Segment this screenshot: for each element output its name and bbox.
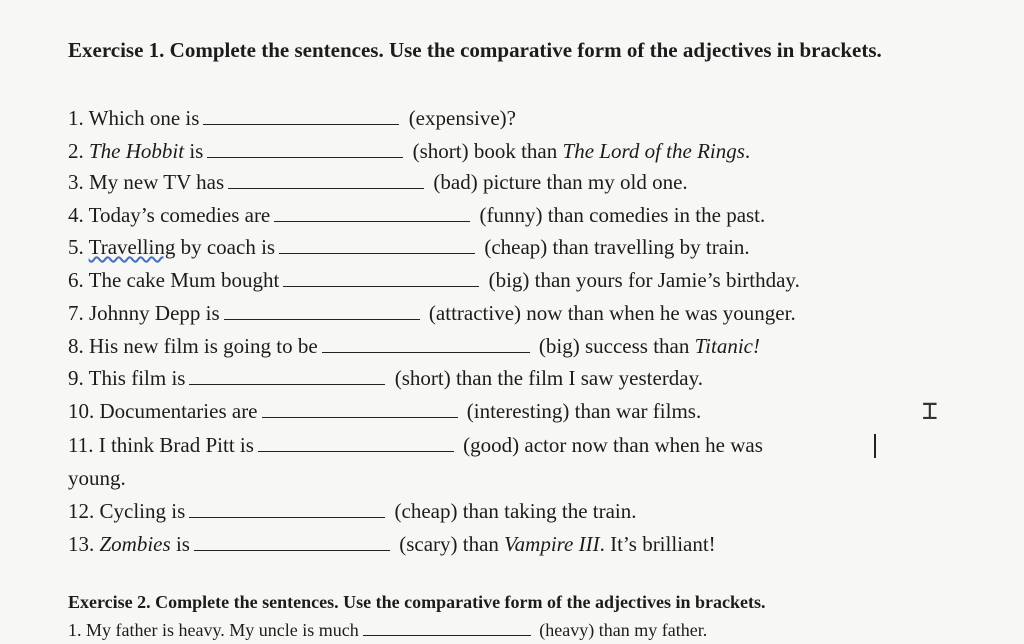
item-text-before: Which one is	[88, 106, 200, 130]
item-text-after: (short) book than	[412, 139, 563, 163]
text-insertion-caret	[874, 434, 876, 458]
item-text-before: is	[170, 532, 190, 556]
answer-blank[interactable]	[363, 620, 531, 636]
item-text-before: Johnny Depp is	[89, 301, 220, 325]
item-number: 11.	[68, 433, 94, 457]
text-cursor-icon: ⌶	[922, 396, 938, 426]
item-text-before: Today’s comedies are	[88, 203, 271, 227]
item-book-title: The Lord of the Rings	[562, 139, 745, 163]
item-text-before: The cake Mum bought	[88, 268, 280, 292]
item-text-after: (scary) than	[399, 532, 505, 556]
answer-blank[interactable]	[189, 366, 385, 385]
answer-blank[interactable]	[258, 433, 454, 452]
exercise-1-item-13	[68, 530, 716, 558]
item-number: 13.	[68, 532, 95, 556]
item-text-after: (short) than the film I saw yesterday.	[394, 366, 704, 390]
exercise-1-item-8	[68, 332, 760, 360]
answer-blank[interactable]	[274, 203, 470, 222]
item-text-before: My father is heavy. My uncle is much	[86, 620, 359, 640]
exercise-1-item-2	[68, 137, 750, 165]
item-text-after: (big) success than	[538, 334, 695, 358]
exercise-2-item-1	[68, 617, 707, 643]
exercise-1-item-7	[68, 299, 796, 327]
item-text-before: This film is	[88, 366, 186, 390]
exercise-1-title: Exercise 1. Complete the sentences. Use the comparative form of the adjectives in brackets.	[68, 38, 882, 62]
item-text-end: . It’s brilliant!	[599, 532, 716, 556]
exercise-1-item-12	[68, 497, 637, 525]
item-text-after: (good) actor now than when he was	[463, 433, 763, 457]
item-text-after: (expensive)?	[408, 106, 516, 130]
exercise-1-item-5	[68, 233, 750, 261]
item-text-end: .	[744, 139, 751, 163]
item-number: 10.	[68, 399, 95, 423]
answer-blank[interactable]	[189, 499, 385, 518]
item-text-before: Documentaries are	[99, 399, 258, 423]
item-number: 2.	[68, 139, 84, 163]
item-number: 8.	[68, 334, 84, 358]
item-text-before: is	[184, 139, 204, 163]
item-number: 5.	[68, 235, 84, 259]
answer-blank[interactable]	[194, 532, 390, 551]
exercise-1-item-1	[68, 104, 516, 132]
answer-blank[interactable]	[283, 268, 479, 287]
spellcheck-word: Travelling	[88, 235, 176, 259]
item-text-before: by coach is	[175, 235, 276, 259]
item-text-after: (funny) than comedies in the past.	[479, 203, 766, 227]
item-text-after: (heavy) than my father.	[539, 620, 708, 640]
item-film-title: Titanic!	[694, 334, 760, 358]
exercise-1-item-9	[68, 364, 703, 392]
item-text-after: (cheap) than travelling by train.	[484, 235, 750, 259]
exercise-1-item-4	[68, 201, 765, 229]
exercise-1-item-11	[68, 431, 763, 459]
item-number: 4.	[68, 203, 84, 227]
item-text-before: Cycling is	[99, 499, 186, 523]
exercise-1-item-11-continued: young.	[68, 466, 126, 490]
item-text-after: (cheap) than taking the train.	[394, 499, 637, 523]
item-number: 6.	[68, 268, 84, 292]
item-book-title: The Hobbit	[89, 139, 185, 163]
item-number: 9.	[68, 366, 84, 390]
answer-blank[interactable]	[203, 106, 399, 125]
answer-blank[interactable]	[322, 334, 530, 353]
answer-blank[interactable]	[224, 301, 420, 320]
answer-blank[interactable]	[279, 235, 475, 254]
exercise-1-item-10	[68, 397, 701, 425]
item-text-after: (big) than yours for Jamie’s birthday.	[488, 268, 800, 292]
item-text-after: (bad) picture than my old one.	[433, 170, 688, 194]
item-text-before: My new TV has	[89, 170, 225, 194]
item-text-after: (attractive) now than when he was younger.	[428, 301, 796, 325]
item-number: 7.	[68, 301, 84, 325]
item-number: 1.	[68, 106, 84, 130]
item-text-after: (interesting) than war films.	[466, 399, 702, 423]
exercise-2-title: Exercise 2. Complete the sentences. Use the comparative form of the adjectives in brackets.	[68, 592, 766, 612]
item-text-before: His new film is going to be	[89, 334, 318, 358]
item-film-title: Zombies	[99, 532, 171, 556]
item-number: 12.	[68, 499, 95, 523]
answer-blank[interactable]	[228, 170, 424, 189]
item-number: 1.	[68, 620, 82, 640]
item-film-title: Vampire III	[504, 532, 600, 556]
exercise-1-item-6	[68, 266, 800, 294]
item-number: 3.	[68, 170, 84, 194]
item-text-before: I think Brad Pitt is	[98, 433, 254, 457]
answer-blank[interactable]	[262, 399, 458, 418]
answer-blank[interactable]	[207, 139, 403, 158]
exercise-1-item-3	[68, 168, 688, 196]
